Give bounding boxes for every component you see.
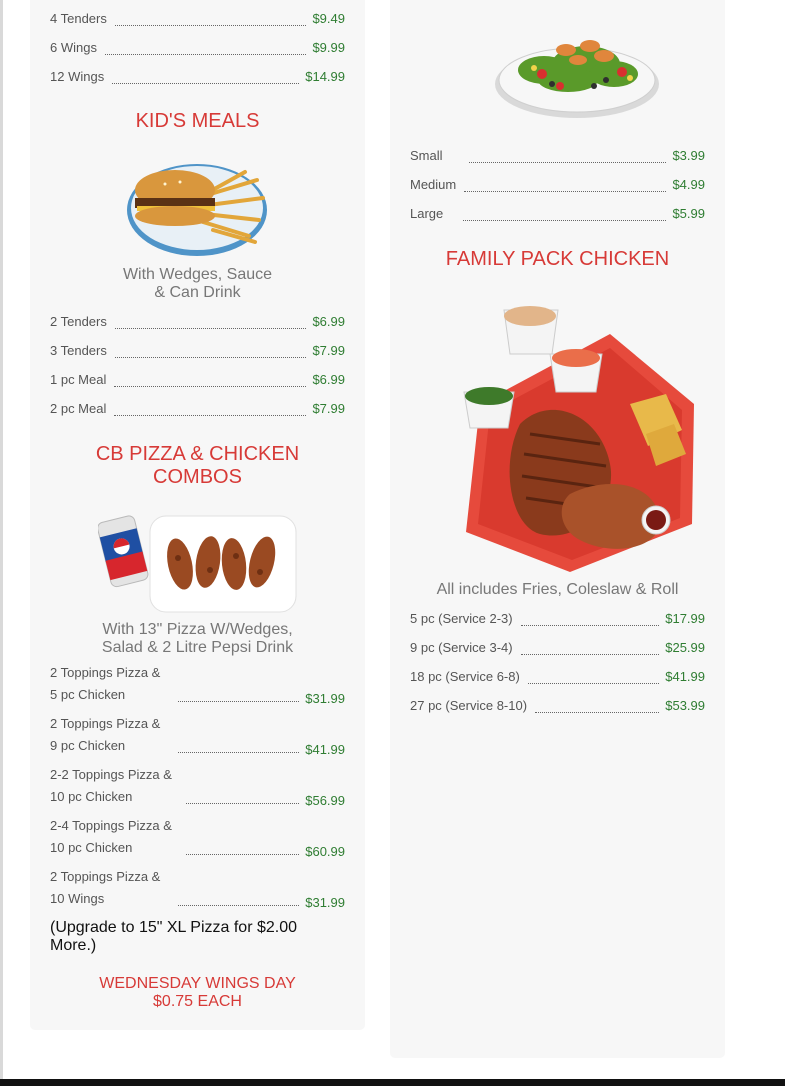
combo-item-row	[50, 868, 345, 910]
dot-leader	[115, 316, 307, 329]
item-label-line2: 10 Wings	[50, 891, 105, 906]
menu-item-row	[410, 172, 705, 192]
family-pack-subtitle: All includes Fries, Coleslaw & Roll	[436, 581, 679, 598]
combo-item-row	[50, 817, 345, 859]
item-price: $17.99	[665, 611, 705, 626]
item-label: 18 pc (Service 6-8)	[410, 669, 520, 684]
item-price: $5.99	[672, 206, 705, 221]
family-pack-image	[460, 294, 698, 574]
menu-item-row	[410, 693, 705, 713]
item-label-line1: 2 Toppings Pizza &	[50, 869, 161, 884]
dot-leader	[521, 642, 660, 655]
item-label-line2: 10 pc Chicken	[50, 789, 133, 804]
combos-subtitle-line1: With 13" Pizza W/Wedges,	[102, 621, 293, 638]
item-price: $53.99	[665, 698, 705, 713]
dot-leader	[115, 13, 307, 26]
dot-leader	[463, 208, 666, 221]
combos-subtitle-line2: Salad & 2 Litre Pepsi Drink	[101, 639, 294, 656]
dot-leader	[521, 613, 660, 626]
item-label	[50, 866, 170, 910]
item-label: 2 pc Meal	[50, 401, 107, 416]
item-price: $41.99	[305, 742, 345, 757]
item-label-line1: 2 Toppings Pizza &	[50, 665, 161, 680]
dot-leader	[186, 791, 299, 804]
item-price: $3.99	[672, 148, 705, 163]
right-menu-content	[410, 0, 705, 1058]
item-label: 2 Tenders	[50, 314, 107, 329]
left-edge-divider	[0, 0, 3, 1086]
item-label-line1: 2 Toppings Pizza &	[50, 716, 161, 731]
menu-item-row	[410, 606, 705, 626]
menu-item-row	[50, 396, 345, 416]
item-label: 1 pc Meal	[50, 372, 107, 387]
menu-item-row	[410, 664, 705, 684]
item-label: Small	[410, 148, 443, 163]
right-menu-panel	[390, 0, 725, 1058]
menu-item-row	[50, 338, 345, 358]
item-price: $6.99	[312, 372, 345, 387]
kids-subtitle-line1: With Wedges, Sauce	[122, 266, 273, 283]
item-label: 12 Wings	[50, 69, 105, 84]
menu-item-row	[50, 35, 345, 55]
salad-image	[494, 14, 660, 122]
menu-item-row	[50, 367, 345, 387]
dot-leader	[178, 740, 299, 753]
item-price: $41.99	[665, 669, 705, 684]
item-label	[50, 815, 178, 859]
menu-item-row	[50, 309, 345, 329]
item-label: 6 Wings	[50, 40, 97, 55]
item-price: $60.99	[305, 844, 345, 859]
item-price: $14.99	[305, 69, 345, 84]
item-price: $56.99	[305, 793, 345, 808]
dot-leader	[114, 403, 306, 416]
item-label-line2: 5 pc Chicken	[50, 687, 126, 702]
left-menu-panel	[30, 0, 365, 1030]
dot-leader	[105, 42, 306, 55]
item-label: 9 pc (Service 3-4)	[410, 640, 513, 655]
menu-item-row	[410, 635, 705, 655]
footer-bar	[0, 1079, 785, 1086]
item-price: $9.99	[312, 40, 345, 55]
item-label-line1: 2-4 Toppings Pizza &	[50, 818, 172, 833]
item-label: Medium	[410, 177, 457, 192]
dot-leader	[528, 671, 659, 684]
dot-leader	[114, 374, 306, 387]
item-label-line2: 10 pc Chicken	[50, 840, 133, 855]
wings-day-promo-line1: WEDNESDAY WINGS DAY	[99, 975, 296, 992]
dot-leader	[178, 893, 299, 906]
dot-leader	[464, 179, 666, 192]
combo-item-row	[50, 664, 345, 706]
upgrade-note: (Upgrade to 15" XL Pizza for $2.00 More.)	[50, 919, 298, 954]
dot-leader	[535, 700, 659, 713]
item-label: 5 pc (Service 2-3)	[410, 611, 513, 626]
combos-heading-line1: CB PIZZA & CHICKEN	[95, 443, 300, 465]
menu-item-row	[50, 64, 345, 84]
item-price: $31.99	[305, 691, 345, 706]
menu-item-row	[410, 201, 705, 221]
combo-item-row	[50, 766, 345, 808]
dot-leader	[112, 71, 299, 84]
left-menu-content	[50, 0, 345, 1030]
item-label-line2: 9 pc Chicken	[50, 738, 126, 753]
item-price: $25.99	[665, 640, 705, 655]
item-price: $4.99	[672, 177, 705, 192]
menu-item-row	[410, 143, 705, 163]
item-label-line1: 2-2 Toppings Pizza &	[50, 767, 172, 782]
dot-leader	[178, 689, 299, 702]
item-label	[50, 662, 170, 706]
wings-day-promo-line2: $0.75 EACH	[153, 993, 242, 1010]
menu-item-row	[50, 6, 345, 26]
family-pack-heading: FAMILY PACK CHICKEN	[445, 248, 670, 270]
item-label: 27 pc (Service 8-10)	[410, 698, 528, 713]
item-price: $7.99	[312, 401, 345, 416]
item-price: $7.99	[312, 343, 345, 358]
item-price: $9.49	[312, 11, 345, 26]
item-label	[50, 764, 178, 808]
dot-leader	[469, 150, 667, 163]
burger-and-fries-image	[125, 158, 270, 258]
dot-leader	[186, 842, 299, 855]
combo-item-row	[50, 715, 345, 757]
dot-leader	[115, 345, 307, 358]
item-label: 3 Tenders	[50, 343, 107, 358]
combos-heading-line2: COMBOS	[153, 466, 242, 488]
item-label	[50, 713, 170, 757]
kids-subtitle-line2: & Can Drink	[154, 284, 241, 301]
item-price: $31.99	[305, 895, 345, 910]
item-label: 4 Tenders	[50, 11, 107, 26]
kids-meals-heading: KID'S MEALS	[135, 110, 260, 132]
item-price: $6.99	[312, 314, 345, 329]
pepsi-and-chicken-image	[98, 512, 298, 616]
item-label: Large	[410, 206, 444, 221]
